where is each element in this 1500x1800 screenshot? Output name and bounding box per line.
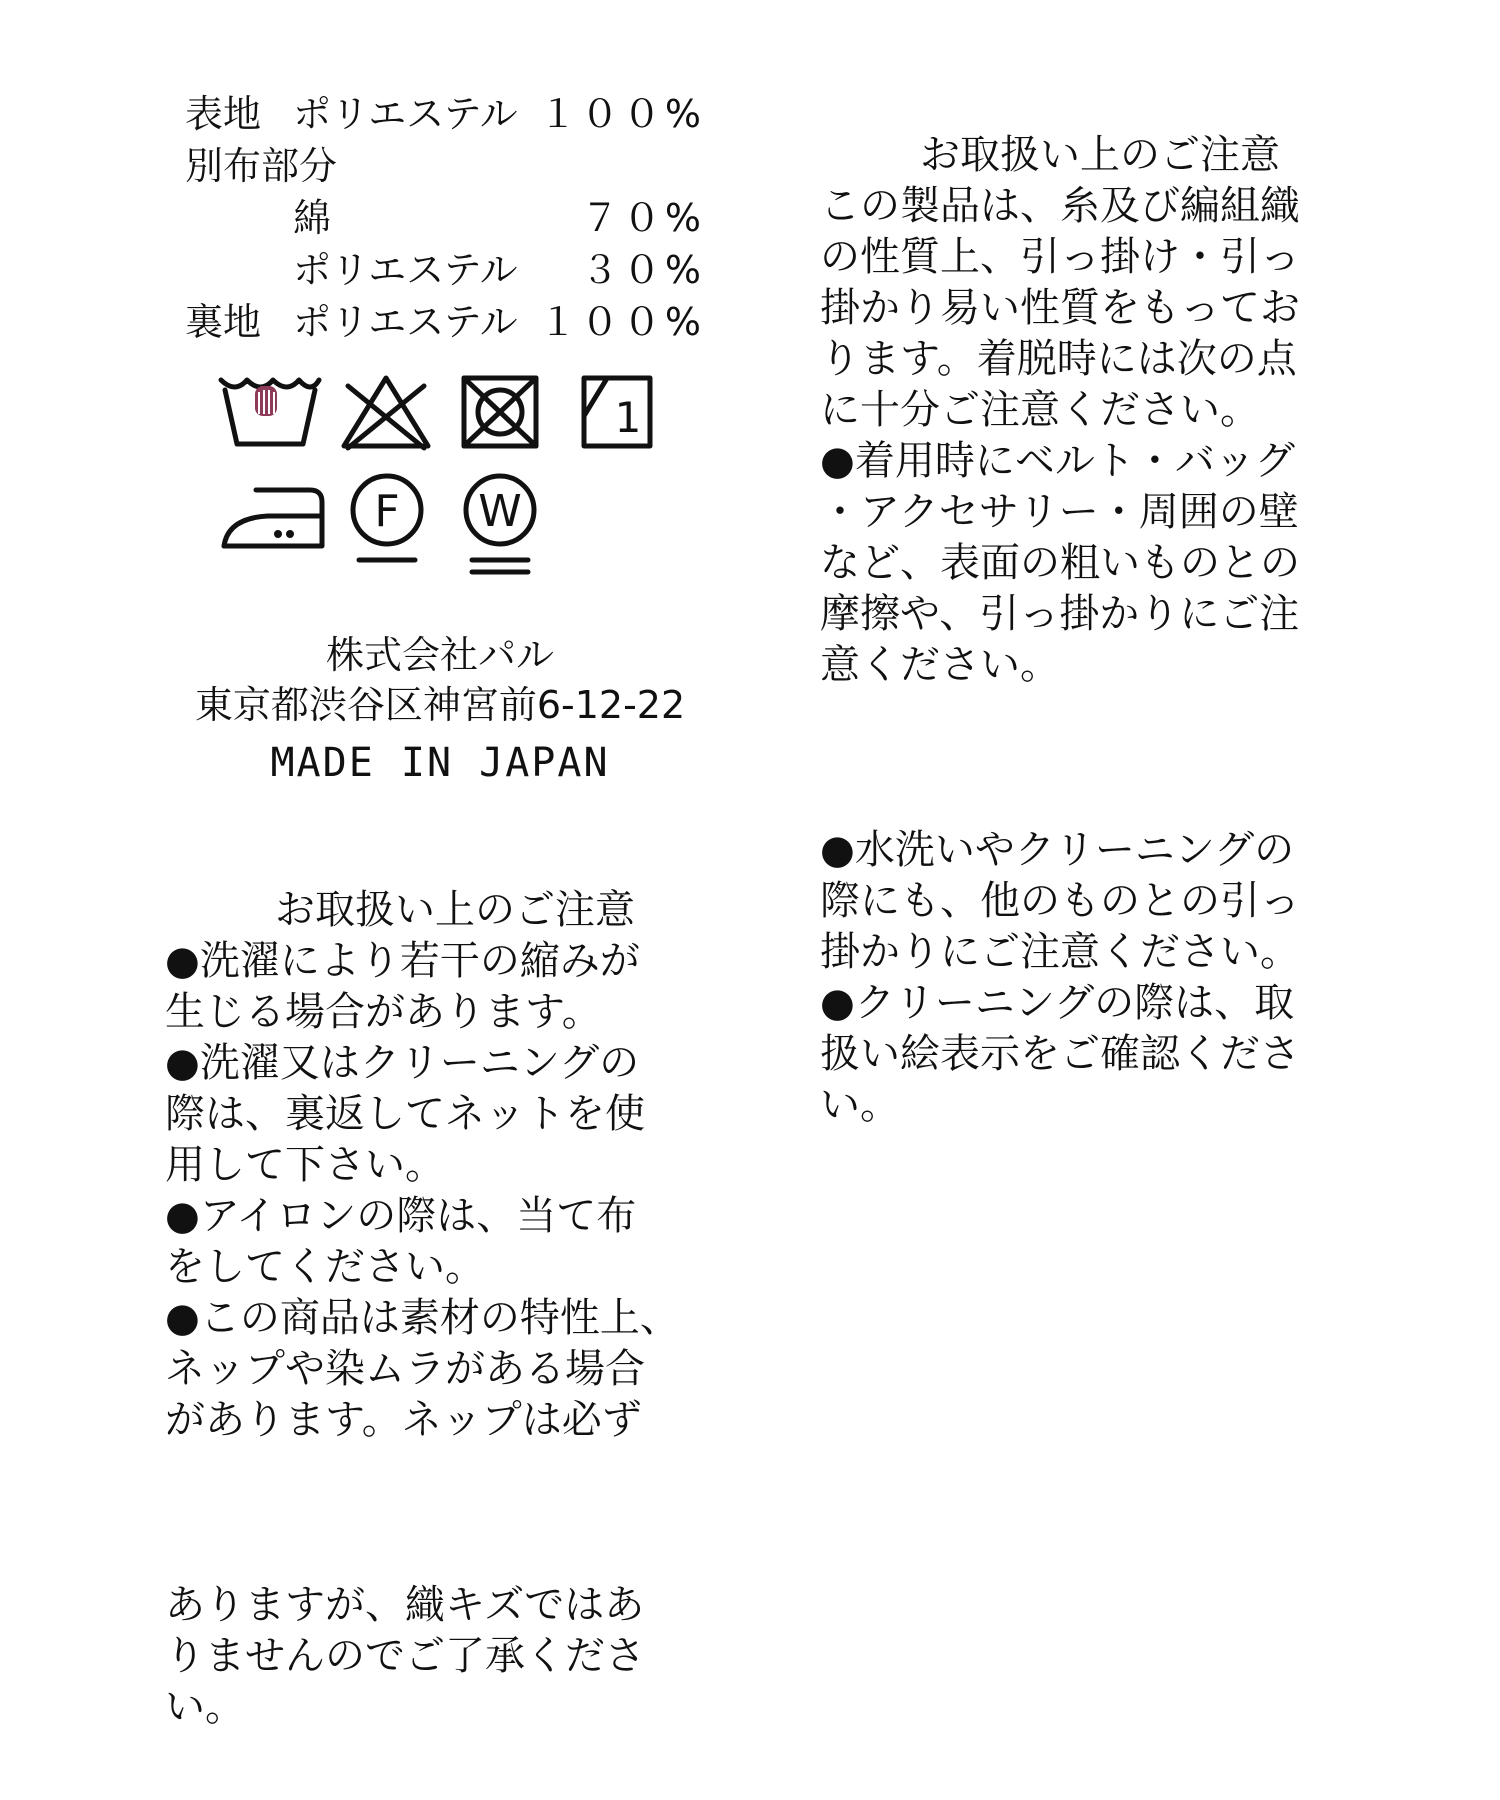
company-info (160, 630, 720, 730)
no-tumble-dry-icon (458, 372, 542, 452)
hand-wash-icon (215, 368, 325, 450)
company-name: 株式会社パル (325, 633, 554, 677)
composition-row (185, 296, 705, 348)
notice-body: この製品は、糸及び編組織 の性質上、引っ掛け・引っ 掛かり易い性質をもってお ります。着脱時には次の点 に十分ご注意ください。 ●着用時にベルト・バッグ ・アクセサリー・周囲の壁 など、表面の粗いものとの 摩擦や、引っ掛かりにご注 意ください。 (820, 183, 1300, 688)
company-address: 東京都渋谷区神宮前6-12-22 (194, 683, 686, 727)
composition-material: ポリエステル (293, 92, 518, 136)
notice-body: ●洗濯により若干の縮みが 生じる場合があります。 ●洗濯又はクリーニングの 際は、裏返してネットを使 用して下さい。 ●アイロンの際は、当て布 をしてください。 ●この商品は素材の特性上、 ネップや染ムラがある場合 があります。ネップは必ず (165, 938, 680, 1443)
iron-medium-icon (218, 480, 330, 552)
dry-clean-f-icon (345, 470, 429, 570)
care-notice-right (820, 130, 1380, 691)
composition-material: ポリエステル (293, 248, 518, 292)
wet-clean-letter: W (478, 486, 522, 537)
country-of-origin: MADE IN JAPAN (270, 740, 610, 786)
composition-percent: １００% (538, 92, 705, 136)
composition-row (185, 244, 705, 296)
composition-label: 別布部分 (185, 144, 338, 188)
wet-clean-w-icon (458, 470, 542, 582)
composition-label: 裏地 (185, 300, 262, 344)
composition-material: 綿 (293, 196, 332, 240)
composition-row (185, 140, 705, 192)
composition-percent: １００% (538, 300, 705, 344)
care-notice-right-continuation (820, 825, 1380, 1131)
composition-row (185, 192, 705, 244)
composition-row (185, 88, 705, 140)
notice-title: お取扱い上のご注意 (275, 887, 635, 933)
composition-label: 表地 (185, 92, 262, 136)
dry-clean-letter: F (374, 486, 400, 537)
composition-table (185, 88, 705, 348)
care-notice-left (165, 885, 745, 1446)
notice-continuation: ●水洗いやクリーニングの 際にも、他のものとの引っ 掛かりにご注意ください。 ●クリーニングの際は、取 扱い絵表示をご確認くださ い。 (820, 827, 1300, 1128)
notice-continuation: ありますが、織キズではあ りませんのでご了承くださ い。 (165, 1582, 645, 1730)
drip-dry-shade-icon (578, 372, 656, 452)
composition-material: ポリエステル (293, 300, 518, 344)
composition-percent: ７０% (580, 196, 705, 240)
no-bleach-icon (338, 372, 434, 452)
shade-mark: 1 (614, 393, 642, 442)
care-notice-left-continuation (165, 1580, 745, 1733)
composition-percent: ３０% (580, 248, 705, 292)
notice-title: お取扱い上のご注意 (920, 132, 1280, 178)
